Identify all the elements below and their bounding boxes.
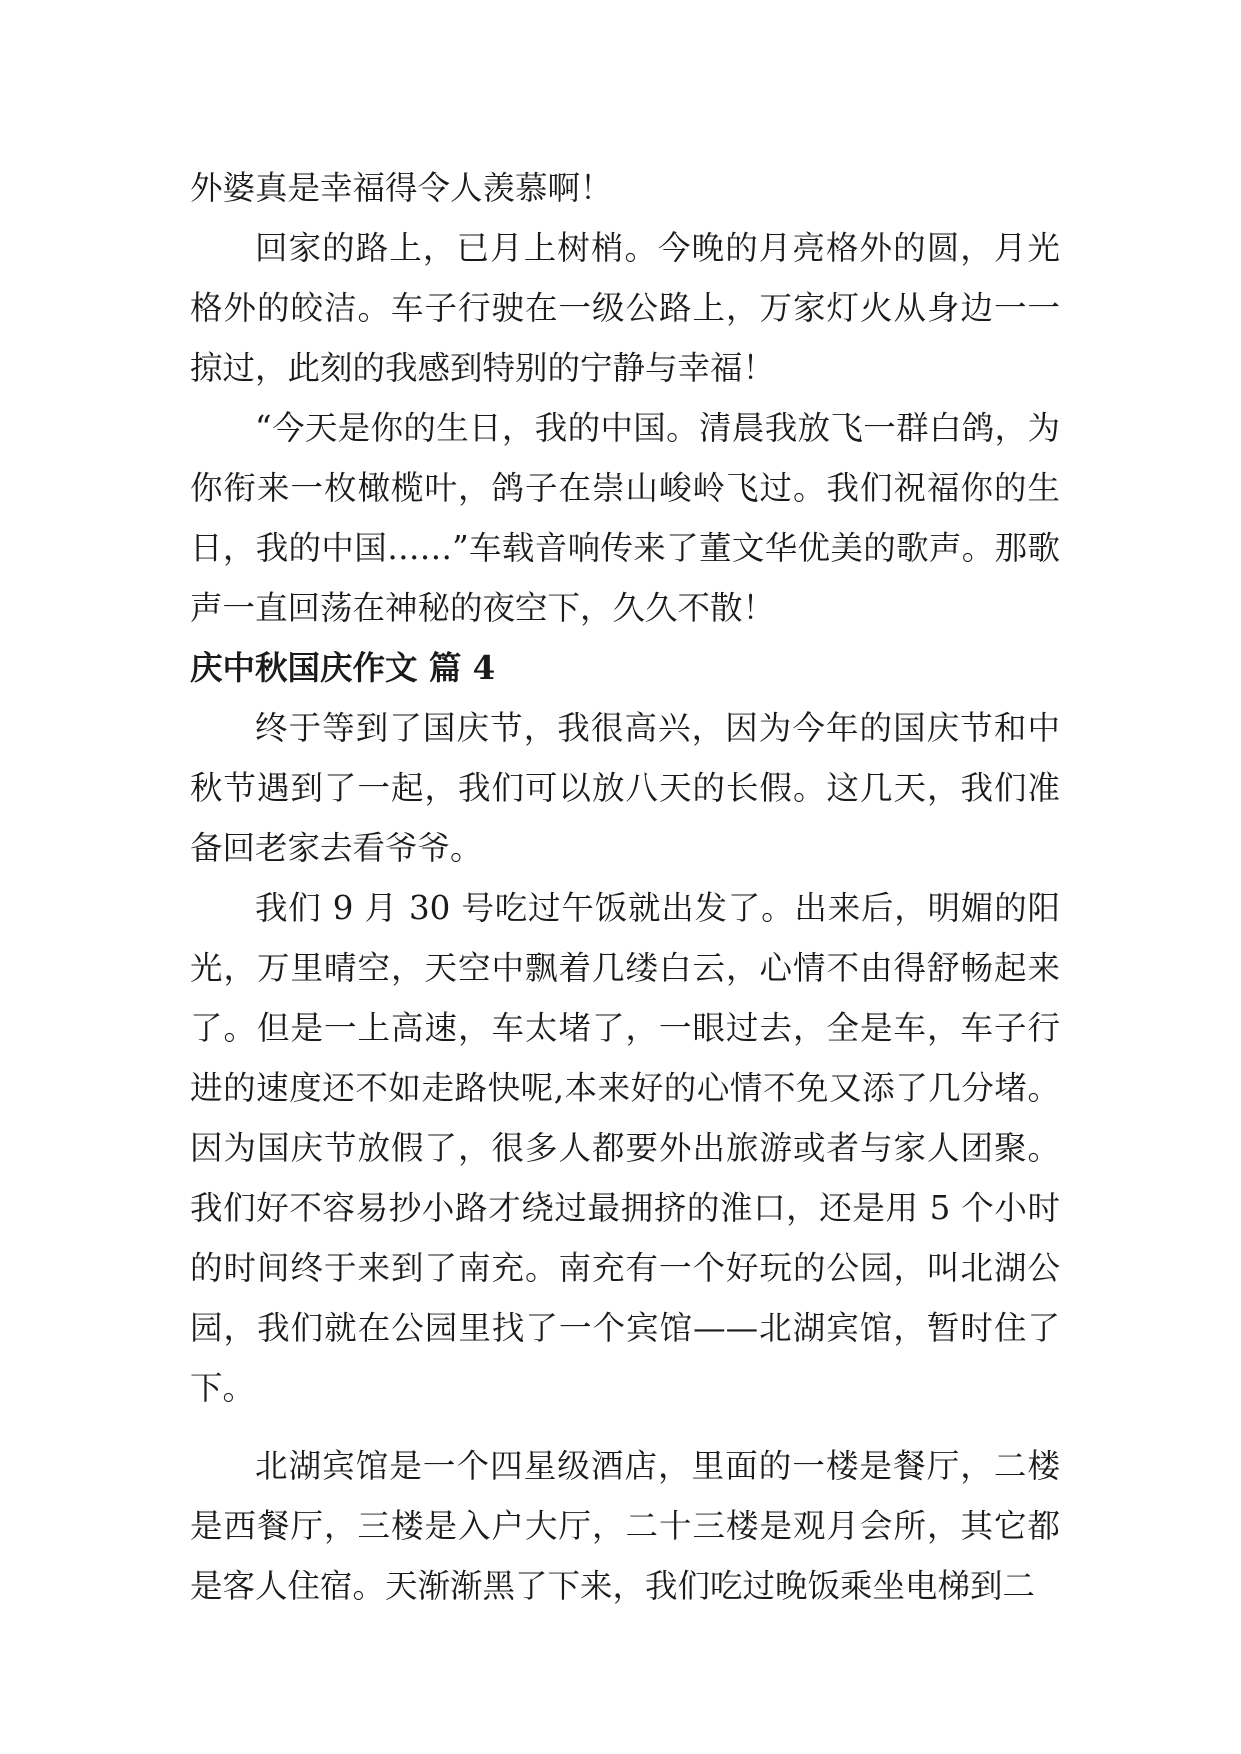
paragraph-continued: 外婆真是幸福得令人羡慕啊！ — [190, 169, 613, 207]
paragraph-song: “今天是你的生日，我的中国。清晨我放飞一群白鸽，为你衔来一枚橄榄叶，鸽子在崇山峻岭飞过。我们祝福你的生日，我的中国……”车载音响传来了董文华优美的歌声。那歌声一直回荡在神秘的夜空下，久久不散！ — [190, 409, 1060, 627]
paragraph-departure: 我们 9 月 30 号吃过午饭就出发了。出来后，明媚的阳光，万里晴空，天空中飘着几缕白云，心情不由得舒畅起来了。但是一上高速，车太堵了，一眼过去，全是车，车子行进的速度还不如走路快呢,本来好的心情不免又添了几分堵。因为国庆节放假了，很多人都要外出旅游或者与家人团聚。我们好不容易抄小路才绕过最拥挤的淮口，还是用 5 个小时的时间终于来到了南充。南充有一个好玩的公园，叫北湖公园，我们就在公园里找了一个宾馆——北湖宾馆，暂时住了下。 — [190, 889, 1060, 1407]
section-heading: 庆中秋国庆作文 篇 4 — [190, 648, 496, 687]
paragraph-holiday: 终于等到了国庆节，我很高兴，因为今年的国庆节和中秋节遇到了一起，我们可以放八天的长假。这几天，我们准备回老家去看爷爷。 — [190, 709, 1060, 867]
paragraph-way-home: 回家的路上，已月上树梢。今晚的月亮格外的圆，月光格外的皎洁。车子行驶在一级公路上，万家灯火从身边一一掠过，此刻的我感到特别的宁静与幸福！ — [190, 229, 1060, 387]
document-body — [190, 158, 1060, 1616]
paragraph-hotel: 北湖宾馆是一个四星级酒店，里面的一楼是餐厅，二楼是西餐厅，三楼是入户大厅，二十三楼是观月会所，其它都是客人住宿。天渐渐黑了下来，我们吃过晚饭乘坐电梯到二 — [190, 1447, 1060, 1605]
